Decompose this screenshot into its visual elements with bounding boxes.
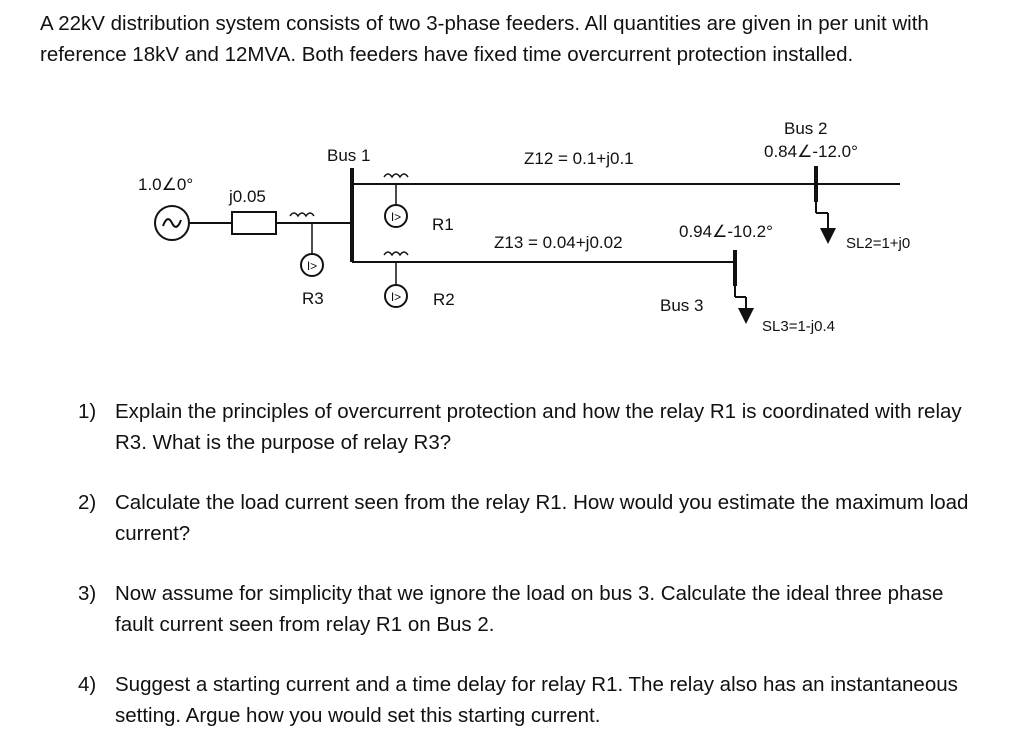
bus2-voltage-label: 0.84∠-12.0° <box>764 142 858 161</box>
z12-label: Z12 = 0.1+j0.1 <box>524 149 634 168</box>
generator-source <box>155 206 189 240</box>
ct-r3-icon <box>290 213 314 216</box>
sl3-label: SL3=1-j0.4 <box>762 318 835 335</box>
question-text: Suggest a starting current and a time delay for relay R1. The relay also has an instantaneous setting. Argue how you would set this starting current. <box>115 673 958 727</box>
question-text: Calculate the load current seen from the relay R1. How would you estimate the maximum load current? <box>115 491 969 545</box>
r1-label: R1 <box>432 215 454 234</box>
ct-r1-icon <box>384 174 408 177</box>
problem-intro: A 22kV distribution system consists of two 3-phase feeders. All quantities are given in per unit with reference 18kV and 12MVA. Both feeders have fixed time overcurrent protection installed. <box>40 12 929 66</box>
sl2-label: SL2=1+j0 <box>846 235 911 252</box>
bus3-voltage-label: 0.94∠-10.2° <box>679 222 773 241</box>
bus3-label: Bus 3 <box>660 296 704 315</box>
relay-r2-symbol: I> <box>390 290 402 304</box>
bus2-label: Bus 2 <box>784 119 828 138</box>
question-number: 4) <box>78 673 97 696</box>
ct-r2-icon <box>384 252 408 255</box>
bus1-label: Bus 1 <box>327 146 371 165</box>
source-impedance-label: j0.05 <box>229 187 266 206</box>
relay-r3 <box>301 254 323 276</box>
relay-r1 <box>385 205 407 227</box>
question-text: Explain the principles of overcurrent protection and how the relay R1 is coordinated with relay R3. What is the purpose of relay R3? <box>115 400 962 454</box>
relay-r1-symbol: I> <box>390 210 402 224</box>
source-impedance-box <box>232 212 276 234</box>
one-line-diagram <box>0 110 1024 350</box>
question-text: Now assume for simplicity that we ignore the load on bus 3. Calculate the ideal three phase fault current seen from relay R1 on Bus 2. <box>115 582 944 636</box>
r2-label: R2 <box>433 290 455 309</box>
r3-label: R3 <box>302 289 324 308</box>
sine-wave-icon <box>163 219 181 227</box>
question-number: 2) <box>78 491 97 514</box>
question-number: 1) <box>78 400 97 423</box>
z13-label: Z13 = 0.04+j0.02 <box>494 233 623 252</box>
source-voltage-label: 1.0∠0° <box>138 175 194 194</box>
question-number: 3) <box>78 582 97 605</box>
relay-r2 <box>385 285 407 307</box>
relay-r3-symbol: I> <box>306 259 318 273</box>
